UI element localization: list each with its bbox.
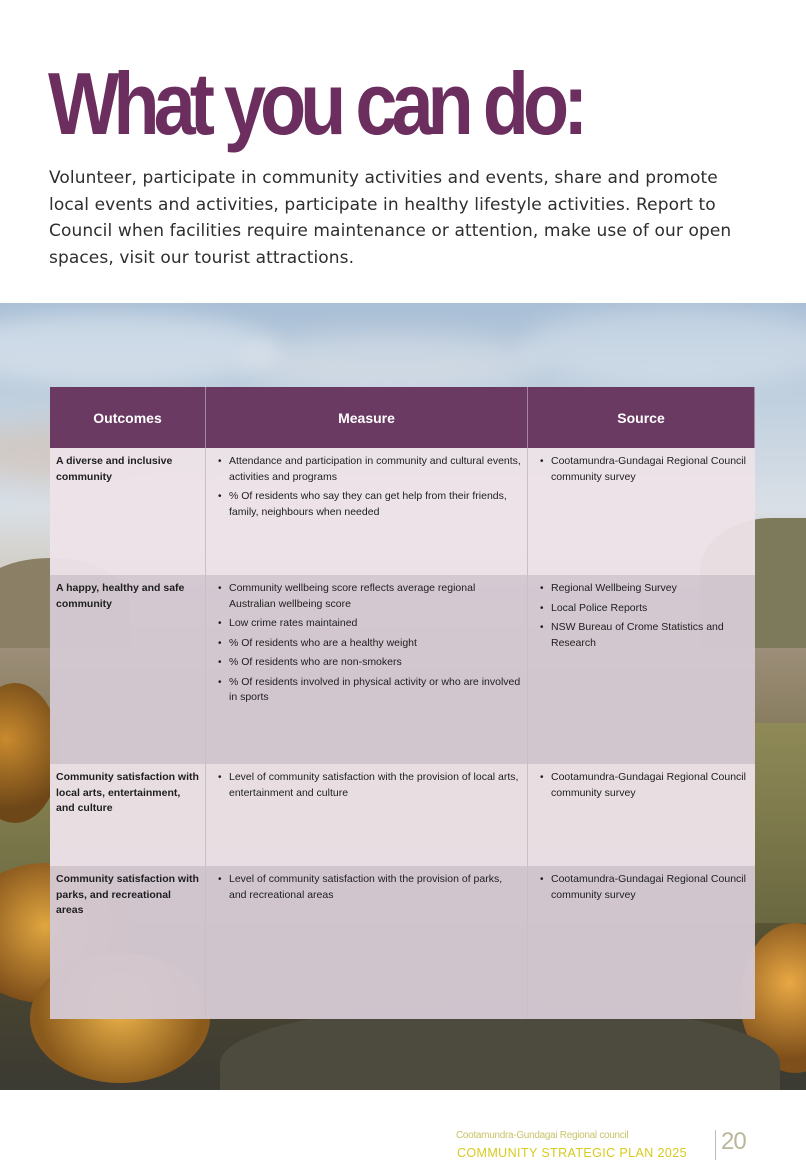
table-row-outcome: Community satisfaction with parks, and recreational areas (50, 866, 206, 1019)
table-row-sources (528, 764, 755, 866)
intro-paragraph: Volunteer, participate in community activities and events, share and promote local events and activities, participate in healthy lifestyle activities. Report to Council when facilities require maintenance or attention, make use of our open spaces, visit our tourist attractions. (49, 168, 732, 268)
footer-plan-title: COMMUNITY STRATEGIC PLAN 2025 (457, 1146, 687, 1160)
header-measure: Measure (206, 387, 528, 448)
list-item: • % Of residents who are a healthy weight (222, 636, 521, 652)
footer-divider (715, 1130, 716, 1160)
list-item: • % Of residents involved in physical activity or who are involved in sports (222, 675, 521, 706)
list-item: • Level of community satisfaction with the provision of local arts, entertainment and culture (222, 770, 521, 801)
outcomes-table (50, 387, 755, 1019)
list-item: • % Of residents who say they can get help from their friends, family, neighbours when needed (222, 489, 521, 520)
list-item: • Cootamundra-Gundagai Regional Council community survey (544, 770, 749, 801)
list-item: • % Of residents who are non-smokers (222, 655, 521, 671)
list-item: • Local Police Reports (544, 601, 749, 617)
table-row-outcome: A happy, healthy and safe community (50, 575, 206, 764)
table-row-measures (206, 575, 528, 764)
list-item: • Level of community satisfaction with the provision of parks, and recreational areas (222, 872, 521, 903)
table-row-measures (206, 866, 528, 1019)
list-item: • Community wellbeing score reflects average regional Australian wellbeing score (222, 581, 521, 612)
table-row-sources (528, 866, 755, 1019)
table-row-measures (206, 448, 528, 575)
header-outcomes: Outcomes (50, 387, 206, 448)
page-title: What you can do: (48, 54, 583, 153)
list-item: • Cootamundra-Gundagai Regional Council community survey (544, 454, 749, 485)
list-item: • NSW Bureau of Crome Statistics and Research (544, 620, 749, 651)
list-item: • Low crime rates maintained (222, 616, 521, 632)
table-row-sources (528, 448, 755, 575)
page-number: 20 (721, 1128, 746, 1155)
table-row-measures (206, 764, 528, 866)
table-row-sources (528, 575, 755, 764)
list-item: • Attendance and participation in community and cultural events, activities and programs (222, 454, 521, 485)
list-item: • Regional Wellbeing Survey (544, 581, 749, 597)
table-row-outcome: A diverse and inclusive community (50, 448, 206, 575)
footer-brand: Cootamundra-Gundagai Regional council (456, 1130, 629, 1141)
header-source: Source (528, 387, 755, 448)
table-row-outcome: Community satisfaction with local arts, entertainment, and culture (50, 764, 206, 866)
list-item: • Cootamundra-Gundagai Regional Council community survey (544, 872, 749, 903)
